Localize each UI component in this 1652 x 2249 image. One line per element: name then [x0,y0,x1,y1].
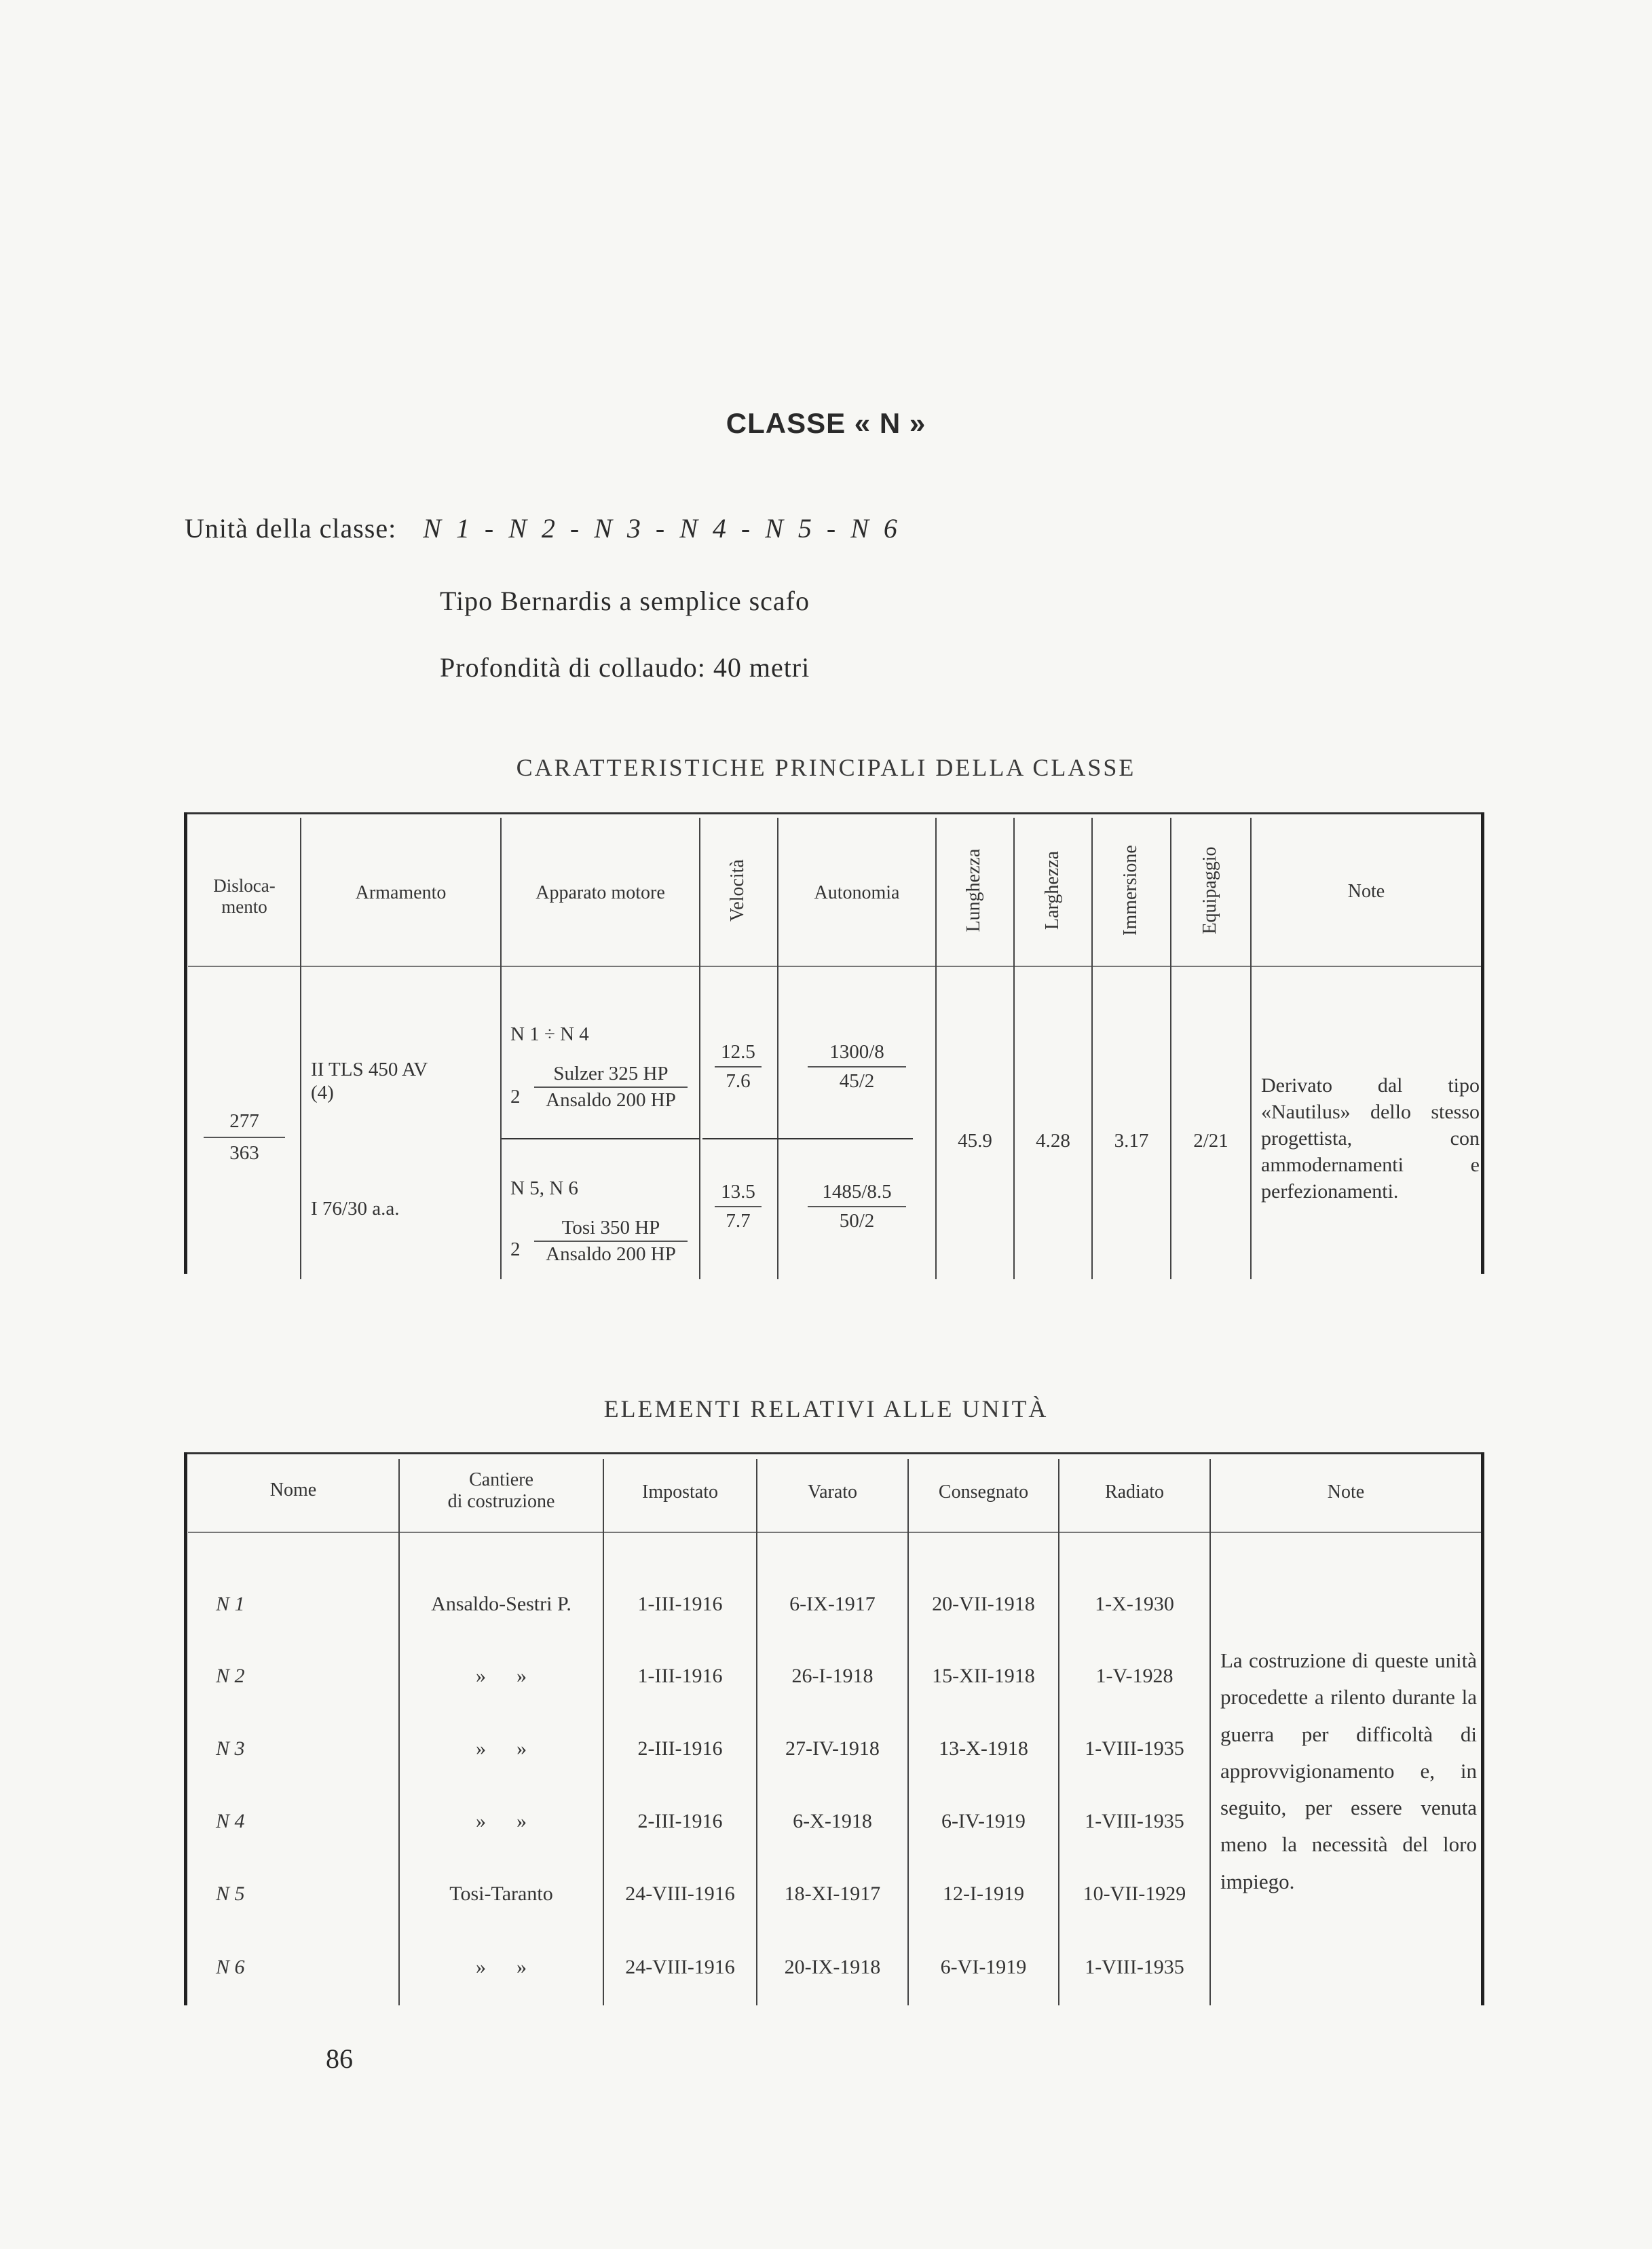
shipyard: Tosi-Taranto [449,1883,553,1905]
header-immersione: Immersione [1120,845,1141,936]
shipyard: » » [476,1737,527,1760]
header-larghezza: Larghezza [1042,850,1063,930]
launched: 18-XI-1917 [784,1883,881,1905]
group1-coef: 2 [510,1086,521,1108]
delivered: 13-X-1918 [939,1737,1028,1760]
launched: 27-IV-1918 [785,1737,880,1760]
page-title: CLASSE « N » [726,407,926,439]
unit-name: N 6 [216,1956,245,1978]
characteristics-note: Derivato dal tipo «Nautilus» dello stesso progettista, con ammodernamenti e perfezionamenti. [1261,1074,1480,1203]
header-cantiere: Cantiere di costruzione [447,1469,555,1513]
header-equipaggio: Equipaggio [1199,846,1220,934]
header-impostato: Impostato [642,1481,718,1503]
header-varato: Varato [807,1481,858,1503]
delivered: 6-VI-1919 [940,1956,1027,1978]
unit-name: N 1 [216,1593,245,1615]
group2-engine-diesel: Tosi 350 HP [561,1217,660,1239]
header-velocita: Velocità [727,859,748,922]
group2-range [781,1181,933,1232]
group2-range-surface: 1485/8.5 [822,1181,892,1203]
delivered: 15-XII-1918 [932,1665,1035,1687]
group1-engine-diesel: Sulzer 325 HP [553,1063,669,1084]
laid-down: 2-III-1916 [637,1810,723,1832]
armament-gun: I 76/30 a.a. [311,1198,400,1220]
group2-engine-electric: Ansaldo 200 HP [546,1243,676,1265]
displacement-value [204,1110,285,1165]
type-line: Tipo Bernardis a semplice scafo [440,586,810,616]
unit-name: N 4 [216,1810,245,1832]
group1-engine [526,1063,696,1112]
header-lunghezza: Lunghezza [963,848,984,932]
equipaggio-value: 2/21 [1193,1130,1228,1152]
group2-coef: 2 [510,1239,521,1260]
group1-speed-submerged: 7.6 [726,1070,751,1092]
laid-down: 1-III-1916 [637,1593,723,1615]
stricken: 1-VIII-1935 [1085,1737,1184,1760]
delivered: 12-I-1919 [943,1883,1024,1905]
header-armamento: Armamento [355,882,447,903]
laid-down: 2-III-1916 [637,1737,723,1760]
group1-range-surface: 1300/8 [829,1041,884,1063]
stricken: 10-VII-1929 [1083,1883,1186,1905]
immersione-value: 3.17 [1114,1130,1149,1152]
displacement-submerged: 363 [229,1142,259,1164]
header-note: Note [1327,1481,1365,1503]
shipyard: » » [476,1665,527,1687]
unit-name: N 3 [216,1737,245,1760]
units-list: N 1 - N 2 - N 3 - N 4 - N 5 - N 6 [423,513,901,544]
page-number: 86 [326,2043,353,2074]
elements-note: La costruzione di queste unità procedette a rilento durante la guerra per difficoltà di approvvigionamento e, in seguito, per essere venuta meno la necessità del loro impiego. [1220,1648,1477,1893]
group2-range-submerged: 50/2 [839,1210,875,1232]
launched: 26-I-1918 [791,1665,874,1687]
group1-range [781,1041,933,1093]
unit-name: N 2 [216,1665,245,1687]
stricken: 1-VIII-1935 [1085,1810,1184,1832]
header-radiato: Radiato [1104,1481,1165,1503]
table-border-left [184,1452,187,2005]
elements-heading: ELEMENTI RELATIVI ALLE UNITÀ [603,1395,1049,1422]
group1-units: N 1 ÷ N 4 [510,1023,589,1045]
shipyard: » » [476,1810,527,1832]
armament-torpedo-count: (4) [311,1082,334,1103]
header-nome: Nome [269,1479,317,1500]
launched: 6-X-1918 [793,1810,872,1832]
shipyard: » » [476,1956,527,1978]
group2-engine [526,1217,696,1266]
group1-speed-surface: 12.5 [721,1041,755,1063]
header-separator [188,1532,1481,1533]
stricken: 1-V-1928 [1095,1665,1174,1687]
table-border-right [1481,1452,1484,2005]
laid-down: 24-VIII-1916 [625,1956,735,1978]
table-border-left [184,812,187,1274]
header-apparato: Apparato motore [536,882,665,903]
units-label: Unità della classe: [185,513,397,544]
delivered: 20-VII-1918 [932,1593,1035,1615]
armament-torpedo: II TLS 450 AV [311,1059,428,1080]
laid-down: 24-VIII-1916 [625,1883,735,1905]
group2-speed [702,1181,774,1232]
depth-line: Profondità di collaudo: 40 metri [440,652,810,683]
header-consegnato: Consegnato [938,1481,1029,1503]
header-note: Note [1347,881,1385,902]
displacement-surface: 277 [229,1110,259,1132]
group1-range-submerged: 45/2 [839,1070,875,1092]
launched: 20-IX-1918 [784,1956,881,1978]
stricken: 1-VIII-1935 [1085,1956,1184,1978]
group1-engine-electric: Ansaldo 200 HP [546,1089,676,1111]
launched: 6-IX-1917 [789,1593,876,1615]
lunghezza-value: 45.9 [958,1130,992,1152]
header-autonomia: Autonomia [814,882,900,903]
units-line [185,512,901,544]
stricken: 1-X-1930 [1095,1593,1174,1615]
unit-name: N 5 [216,1883,245,1905]
group2-speed-submerged: 7.7 [726,1210,751,1232]
delivered: 6-IV-1919 [941,1810,1026,1832]
table-border-top [185,812,1483,814]
table-border-top [185,1452,1483,1454]
laid-down: 1-III-1916 [637,1665,723,1687]
shipyard: Ansaldo-Sestri P. [431,1593,571,1615]
group2-speed-surface: 13.5 [721,1181,755,1203]
header-separator [188,966,1481,967]
table-border-right [1481,812,1484,1274]
characteristics-heading: CARATTERISTICHE PRINCIPALI DELLA CLASSE [516,754,1136,781]
larghezza-value: 4.28 [1036,1130,1070,1152]
group2-units: N 5, N 6 [510,1177,578,1199]
header-dislocamento: Disloca- mento [213,875,276,918]
group1-speed [702,1041,774,1093]
